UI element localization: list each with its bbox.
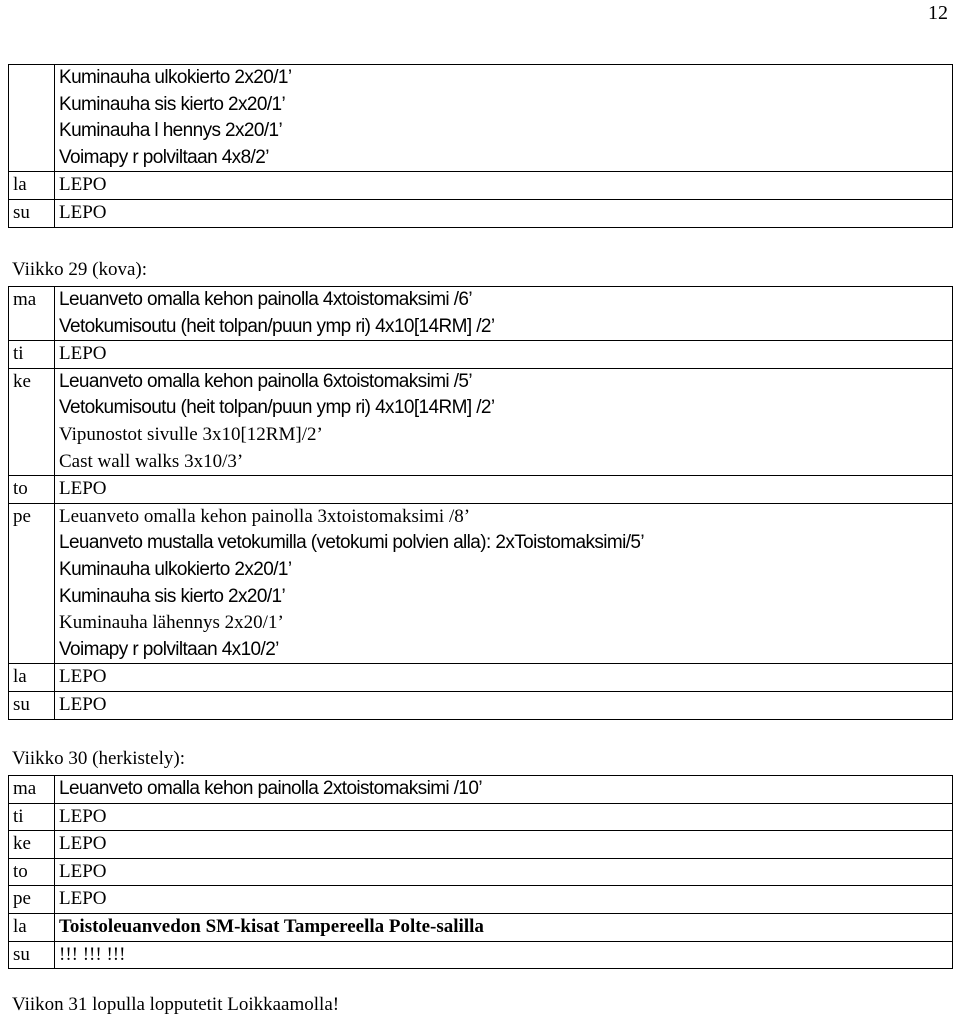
workout-cell: [55, 341, 953, 369]
day-label: ke: [9, 831, 55, 859]
workout-cell: [55, 691, 953, 719]
day-label: su: [9, 199, 55, 227]
workout-line: Vetokumisoutu (heit tolpan/puun ymp ri) 4x10[14RM] /2’: [59, 397, 495, 419]
schedule-row: [9, 476, 953, 504]
schedule-row: [9, 503, 953, 664]
schedule-row: [9, 913, 953, 941]
schedule-row: [9, 368, 953, 475]
workout-cell: [55, 776, 953, 804]
day-label: ma: [9, 287, 55, 341]
workout-line: LEPO: [59, 174, 107, 196]
workout-cell: [55, 476, 953, 504]
workout-cell: [55, 503, 953, 664]
workout-line: LEPO: [59, 693, 107, 715]
workout-cell: [55, 941, 953, 969]
schedule-row: [9, 287, 953, 341]
workout-cell: [55, 664, 953, 692]
schedule-row: [9, 858, 953, 886]
schedule-row: [9, 803, 953, 831]
workout-cell: [55, 368, 953, 475]
workout-line: LEPO: [59, 805, 107, 827]
workout-line: Toistoleuanvedon SM-kisat Tampereella Polte-salilla: [59, 915, 484, 937]
day-label: to: [9, 476, 55, 504]
page-number: 12: [928, 2, 948, 24]
schedule-row: [9, 831, 953, 859]
workout-cell: [55, 287, 953, 341]
day-label: su: [9, 691, 55, 719]
workout-line: Cast wall walks 3x10/3’: [59, 450, 244, 472]
day-label: ma: [9, 776, 55, 804]
week-30-heading: Viikko 30 (herkistely):: [12, 748, 185, 769]
workout-cell: [55, 65, 953, 172]
day-label: ti: [9, 341, 55, 369]
workout-line: Kuminauha lähennys 2x20/1’: [59, 612, 284, 634]
workout-line: Vipunostot sivulle 3x10[12RM]/2’: [59, 423, 323, 445]
workout-cell: [55, 831, 953, 859]
schedule-row: [9, 664, 953, 692]
workout-line: LEPO: [59, 833, 107, 855]
schedule-row: [9, 691, 953, 719]
day-label: pe: [9, 886, 55, 914]
schedule-row: [9, 776, 953, 804]
footer-note: Viikon 31 lopulla lopputetit Loikkaamolla!: [12, 994, 340, 1015]
workout-line: Kuminauha ulkokierto 2x20/1’: [59, 67, 292, 88]
workout-line: Vetokumisoutu (heit tolpan/puun ymp ri) 4x10[14RM] /2’: [59, 315, 495, 337]
workout-cell: [55, 803, 953, 831]
schedule-row: [9, 199, 953, 227]
schedule-table-continued: [8, 64, 953, 228]
workout-cell: [55, 913, 953, 941]
day-label: su: [9, 941, 55, 969]
workout-line: Leuanveto omalla kehon painolla 3xtoistomaksimi /8’: [59, 505, 471, 527]
workout-line: LEPO: [59, 343, 107, 365]
workout-line: Voimapy r polviltaan 4x8/2’: [59, 146, 269, 168]
workout-line: LEPO: [59, 478, 107, 500]
day-label: la: [9, 913, 55, 941]
schedule-row: [9, 65, 953, 172]
workout-line: LEPO: [59, 666, 107, 688]
schedule-row: [9, 886, 953, 914]
workout-cell: [55, 199, 953, 227]
schedule-row: [9, 341, 953, 369]
schedule-row: [9, 941, 953, 969]
day-label: to: [9, 858, 55, 886]
schedule-table-week-29: [8, 286, 953, 720]
workout-line: Kuminauha sis kierto 2x20/1’: [59, 93, 286, 115]
workout-line: Kuminauha l hennys 2x20/1’: [59, 120, 283, 142]
workout-line: LEPO: [59, 860, 107, 882]
day-label: pe: [9, 503, 55, 664]
workout-line: Kuminauha sis kierto 2x20/1’: [59, 585, 286, 607]
schedule-table-week-30: [8, 775, 953, 969]
week-29-heading: Viikko 29 (kova):: [12, 259, 148, 280]
day-label: ti: [9, 803, 55, 831]
workout-line: Voimapy r polviltaan 4x10/2’: [59, 638, 279, 660]
day-label: ke: [9, 368, 55, 475]
workout-line: LEPO: [59, 201, 107, 223]
workout-line: !!! !!! !!!: [59, 943, 126, 965]
day-label: la: [9, 664, 55, 692]
workout-line: Kuminauha ulkokierto 2x20/1’: [59, 558, 292, 580]
workout-line: Leuanveto omalla kehon painolla 2xtoistomaksimi /10’: [59, 778, 482, 799]
workout-cell: [55, 172, 953, 200]
workout-line: Leuanveto omalla kehon painolla 6xtoistomaksimi /5’: [59, 370, 472, 392]
day-label: la: [9, 172, 55, 200]
workout-cell: [55, 886, 953, 914]
workout-line: Leuanveto mustalla vetokumilla (vetokumi polvien alla): 2xToistomaksimi/5’: [59, 532, 644, 554]
schedule-row: [9, 172, 953, 200]
workout-line: Leuanveto omalla kehon painolla 4xtoistomaksimi /6’: [59, 289, 472, 310]
workout-cell: [55, 858, 953, 886]
workout-line: LEPO: [59, 888, 107, 910]
day-label: [9, 65, 55, 172]
